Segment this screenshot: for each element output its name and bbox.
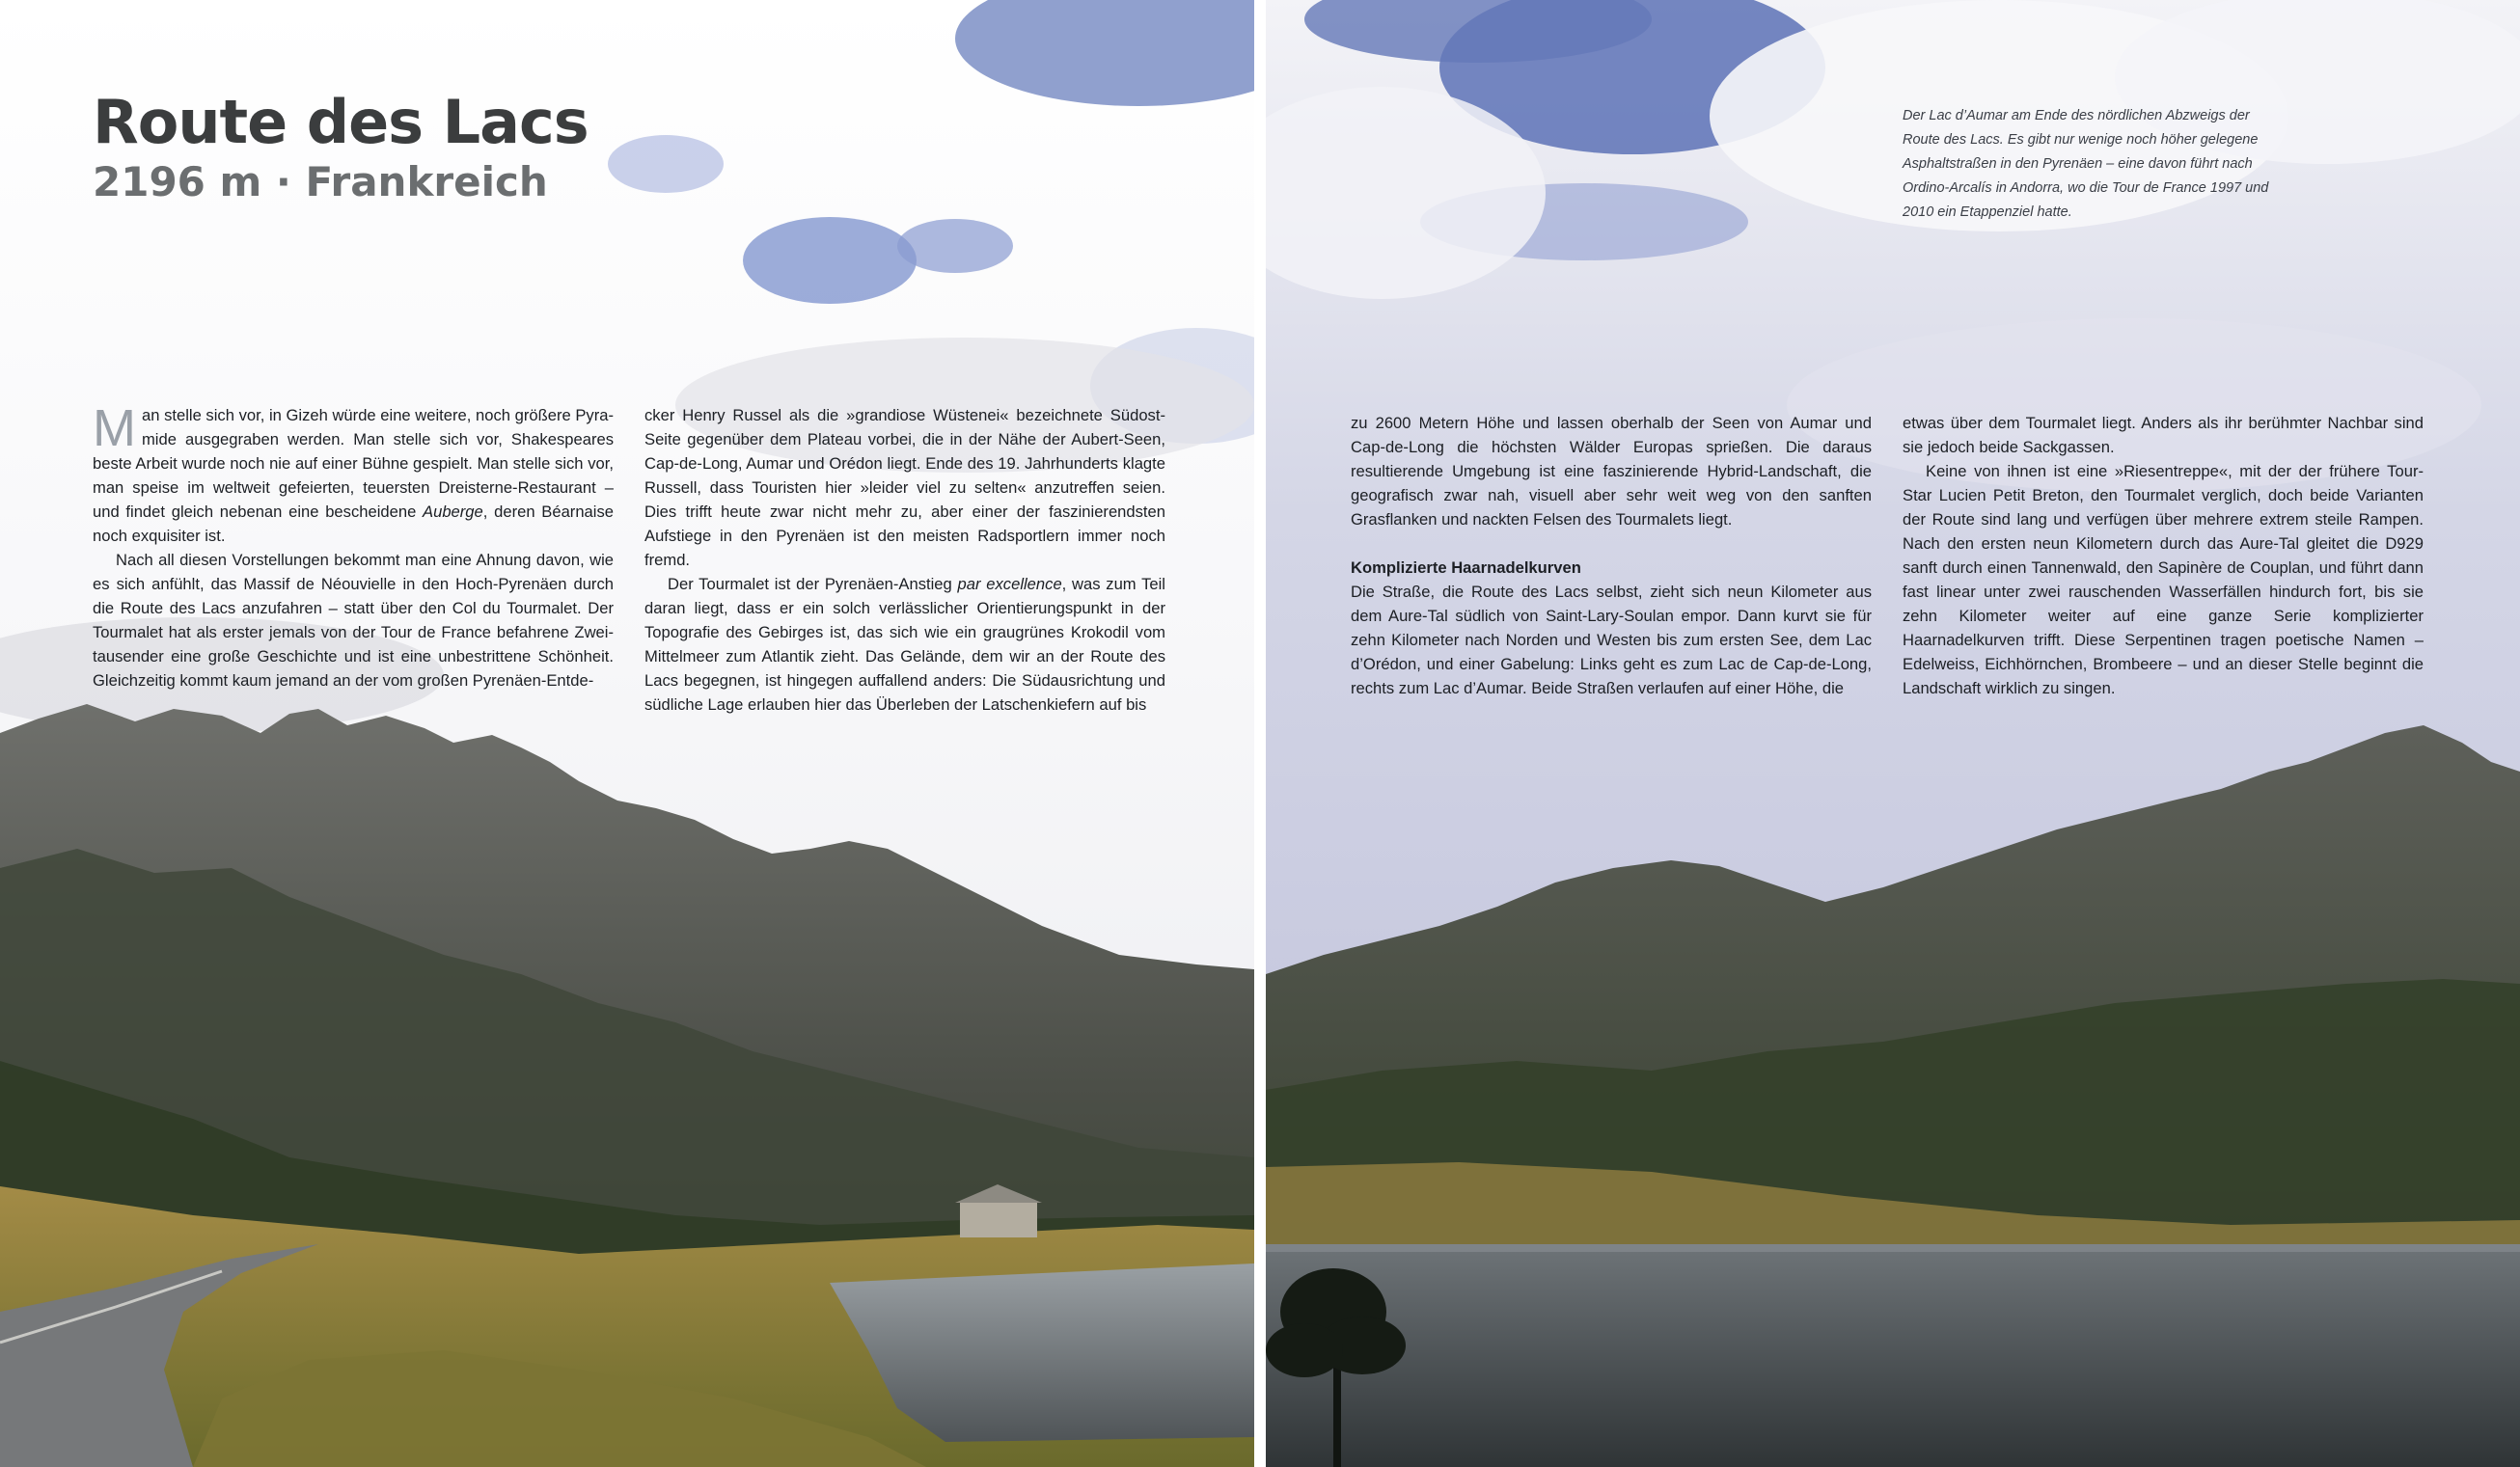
intro-emphasis: Auberge <box>423 503 483 521</box>
mountain-lake-photo-left <box>0 0 1254 1467</box>
section-heading: Komplizierte Haarnadelkurven <box>1351 558 1581 577</box>
text-column-1 <box>93 399 614 693</box>
paragraph-2: Nach all diesen Vorstellungen bekommt man eine Ahnung davon, wie es sich anfühlt, das Massif de Néouvielle in den Hoch-Pyrenäen durch die Route des Lacs anzufahren – statt über den Col du Tourmalet. Der Tourmalet hat als erster jemals von der Tour de France befahrene Zweitausender eine große Geschichte und ist eine unbestrittene Schönheit. Gleichzeitig kommt kaum jemand an der vom großen Pyrenäen-Entde- <box>93 551 614 690</box>
stone-cabin <box>960 1201 1037 1237</box>
mountain-lake-photo-right <box>1266 0 2520 1467</box>
photo-caption: Der Lac d’Aumar am Ende des nördlichen Abzweigs der Route des Lacs. Es gibt nur wenige noch höher gelegene Asphaltstraßen in den Pyrenäen – eine davon führt nach Ordino-Arcalís in Andorra, wo die Tour de France 1997 und 2010 ein Etappenziel hatte. <box>1903 108 2269 220</box>
text-column-4 <box>1903 411 2424 700</box>
p3-text-b: , was zum Teil daran liegt, dass er ein solch verlässlicher Orientierungspunkt in der Topografie des Gebirges ist, das sich wie ein graugrünes Krokodil vom Mittelmeer zum Atlantik zieht. Das Gelände, dem wir an der Route des Lacs begegnen, ist hingegen auffallend anders: Die Südausrichtung und südliche Lage erlauben hier das Überleben der Latschenkiefern auf bis <box>644 575 1165 714</box>
paragraph-4-continued: etwas über dem Tourmalet liegt. Anders als ihr berühmter Nachbar sind sie jedoch beide Sackgassen. <box>1903 414 2424 456</box>
page-gutter <box>1254 0 1266 1467</box>
page-title: Route des Lacs <box>93 87 589 157</box>
right-page <box>1266 0 2520 1467</box>
text-column-2 <box>644 403 1165 717</box>
paragraph-4: Die Straße, die Route des Lacs selbst, zieht sich neun Kilometer aus dem Aure-Tal südlich von Saint-Lary-Soulan empor. Dann kurvt sie für zehn Kilometer nach Norden und Westen bis zum ersten See, dem Lac d’Orédon, und einer Gabelung: Links geht es zum Lac de Cap-de-Long, rechts zum Lac d’Aumar. Beide Straßen verlaufen auf einer Höhe, die <box>1351 583 1872 697</box>
text-column-3 <box>1351 411 1872 700</box>
paragraph-2-continued: cker Henry Russel als die »grandiose Wüstenei« bezeichnete Südost-Seite gegenüber dem Plateau vorbei, die in der Nähe der Aubert-Seen, Cap-de-Long, Aumar und Orédon liegt. Ende des 19. Jahrhunderts klagte Russell, dass Touristen hier »leider viel zu selten« anzutreffen seien. Dies trifft heute zwar nicht mehr zu, aber einer der faszinierendsten Aufstiege in den Pyrenäen ist den meisten Radsportlern immer noch fremd. <box>644 406 1165 569</box>
page-subtitle: 2196 m · Frankreich <box>93 158 548 205</box>
intro-text-a: an stelle sich vor, in Gizeh würde eine weitere, noch größere Pyramide ausgegraben werden. Man stelle sich vor, Shakespeares beste Arbeit wurde noch nie auf einer Bühne gespielt. Man stelle sich vor, man speise im weltweit gefeierten, teuersten Dreisterne-Restaurant – und findet gleich nebenan eine bescheidene <box>93 406 614 521</box>
drop-cap: M <box>93 399 136 457</box>
intro-text-b: , deren Béarnaise noch exquisiter ist. <box>93 503 614 545</box>
paragraph-intro <box>93 399 614 548</box>
lake <box>1266 1244 2520 1467</box>
paragraph-3-continued: zu 2600 Metern Höhe und lassen oberhalb der Seen von Aumar und Cap-de-Long die höchsten Wälder Europas sprießen. Die daraus resultierende Umgebung ist eine faszinierende Hybrid-Landschaft, die geografisch zwar nah, visuell aber sehr weit weg von den sanften Grasflanken und nackten Felsen des Tourmalets liegt. <box>1351 414 1872 529</box>
left-page <box>0 0 1254 1467</box>
paragraph-5: Keine von ihnen ist eine »Riesentreppe«, mit der der frühere Tour-Star Lucien Petit Breton, den Tourmalet verglich, doch beide Varianten der Route sind lang und verfügen über mehrere extrem steile Rampen. Nach den ersten neun Kilometern durch das Aure-Tal gleitet die D929 sanft durch einen Tannenwald, den Sapinère de Couplan, und führt dann fast linear unter zwei rauschenden Wasserfällen hindurch fort, bis sie zehn Kilometer weiter auf eine ganze Serie komplizierter Haarnadelkurven trifft. Diese Serpentinen tragen poetische Namen – Edelweiss, Eichhörnchen, Brombeere – und an dieser Stelle beginnt die Landschaft wirklich zu singen. <box>1903 462 2424 697</box>
p3-emphasis: par excellence <box>957 575 1062 593</box>
paragraph-3 <box>644 572 1165 717</box>
p3-text-a: Der Tourmalet ist der Pyrenäen-Anstieg <box>668 575 958 593</box>
